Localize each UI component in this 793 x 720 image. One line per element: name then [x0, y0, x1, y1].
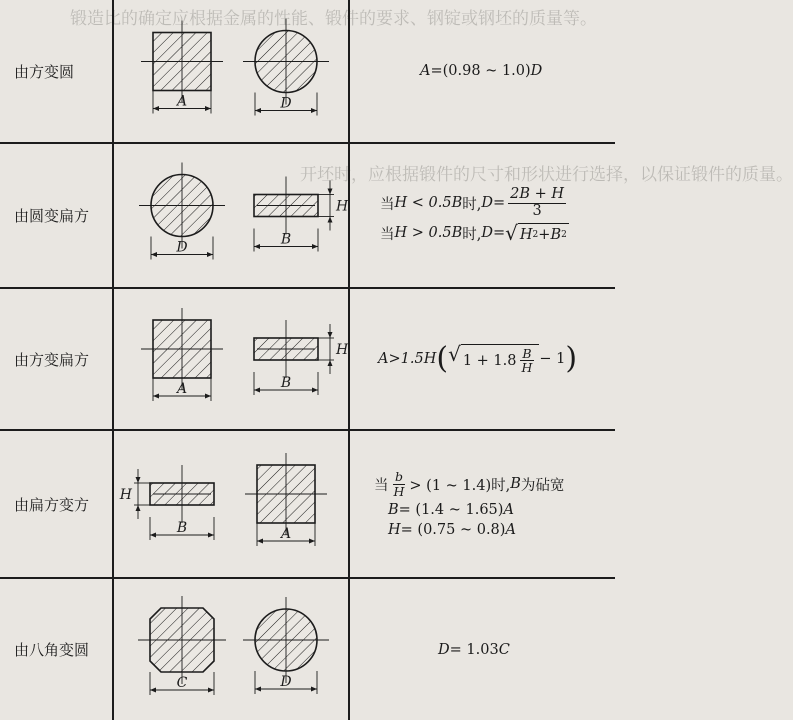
- formula-when: 当: [374, 477, 389, 494]
- radicand: [518, 223, 569, 243]
- arrow-head: [311, 686, 317, 691]
- formula-cell: [349, 143, 615, 288]
- dimension-label: A: [176, 93, 188, 109]
- dimension-label: H: [336, 198, 349, 215]
- formula-var: C: [498, 641, 510, 658]
- fraction: [519, 347, 534, 374]
- formula-cell: [349, 0, 615, 143]
- formula-cond: H < 0.5B: [394, 195, 463, 211]
- formula-eq: =: [492, 195, 506, 211]
- radical-sign: √: [505, 221, 518, 246]
- formula-var: B: [550, 226, 562, 243]
- arrow-head: [328, 217, 333, 223]
- arrow-head: [257, 539, 263, 544]
- fraction: [392, 470, 407, 497]
- row-name: 由方变扁方: [0, 288, 113, 430]
- arrow-head: [150, 533, 156, 538]
- formula-line: [350, 341, 615, 376]
- dimension-label: A: [280, 526, 292, 542]
- fraction-numerator: 2B + H: [510, 186, 565, 203]
- formula-gt: >: [388, 351, 401, 367]
- formula-when: 当: [380, 226, 395, 243]
- dimension-label: D: [176, 239, 188, 256]
- formula-var: B: [388, 501, 399, 518]
- dimension-label: A: [176, 381, 188, 397]
- formula-line: [350, 63, 615, 79]
- formula-eq: =: [430, 63, 443, 79]
- cross-section-figure: [114, 144, 348, 287]
- fraction-numerator: b: [394, 469, 403, 485]
- row-name: 由方变圆: [0, 0, 113, 143]
- formula-minus: − 1: [539, 351, 566, 367]
- cross-section-figure: [114, 289, 348, 429]
- figure-cell: [113, 288, 349, 430]
- formula-value: = (1.4 ~ 1.65): [398, 501, 504, 518]
- fraction-denominator: H: [393, 483, 405, 499]
- arrow-head: [205, 106, 211, 111]
- formula-line: [350, 223, 615, 244]
- arrow-head: [136, 477, 141, 483]
- arrow-head: [151, 252, 157, 257]
- dimension-label: H: [119, 487, 132, 503]
- arrow-head: [255, 686, 261, 691]
- arrow-head: [328, 189, 333, 195]
- paren-open: (: [436, 341, 449, 376]
- arrow-head: [153, 394, 159, 399]
- formula-coef: 1.5H: [400, 351, 437, 367]
- arrow-head: [153, 106, 159, 111]
- formula-cond: H > 0.5B: [394, 225, 463, 242]
- arrow-head: [328, 332, 333, 338]
- arrow-head: [328, 360, 333, 366]
- fraction-denominator: H: [521, 360, 533, 375]
- table-row: [0, 0, 615, 143]
- arrow-head: [254, 388, 260, 393]
- formula-var: A: [503, 501, 514, 518]
- formula-eq: =: [492, 225, 506, 242]
- arrow-head: [312, 244, 318, 249]
- formula-var: H: [388, 521, 401, 538]
- background-text-1: 锻造比的确定应根据金属的性能、锻件的要求、钢锭或钢坯的质量等。: [70, 9, 597, 29]
- formula-var: D: [481, 225, 493, 242]
- dimension-label: B: [280, 375, 292, 391]
- formula-line: [350, 502, 615, 518]
- formula-when: 当: [380, 196, 395, 213]
- arrow-head: [254, 244, 260, 249]
- arrow-head: [136, 505, 141, 511]
- row-name: 由八角变圆: [0, 578, 113, 720]
- formula-cell: [349, 430, 615, 578]
- formula-value: (0.98 ~ 1.0): [442, 63, 531, 79]
- formula-cell: [349, 288, 615, 430]
- cross-section-figure: [114, 580, 348, 720]
- arrow-head: [207, 252, 213, 257]
- figure-cell: [113, 143, 349, 288]
- arrow-head: [150, 687, 156, 692]
- square-root: [505, 221, 569, 246]
- cross-section-figure: [114, 1, 348, 142]
- formula-line: [350, 642, 615, 658]
- radicand-text: 1 + 1.8: [462, 352, 517, 369]
- exponent: 2: [532, 229, 539, 240]
- radical-sign: √: [448, 341, 461, 366]
- arrow-head: [205, 394, 211, 399]
- figure-cell: [113, 0, 349, 143]
- table-row: [0, 430, 615, 578]
- formula-line: [350, 470, 615, 497]
- arrow-head: [311, 108, 317, 113]
- row-name: 由扁方变方: [0, 430, 113, 578]
- exponent: 2: [561, 229, 567, 240]
- formula-var: A: [378, 351, 389, 367]
- arrow-head: [255, 108, 261, 113]
- dimension-label: D: [280, 673, 292, 690]
- dimension-label: B: [176, 520, 188, 536]
- formula-note: 为砧宽: [520, 477, 565, 494]
- figure-cell: [113, 430, 349, 578]
- row-name: 由圆变扁方: [0, 143, 113, 288]
- fraction-numerator: B: [522, 345, 532, 361]
- radicand: [461, 344, 540, 374]
- formula-then: 时,: [462, 226, 482, 243]
- formula-cell: [349, 578, 615, 720]
- arrow-head: [309, 539, 315, 544]
- fraction-denominator: 3: [532, 202, 542, 219]
- formula-var: D: [438, 641, 450, 658]
- square-root: [448, 341, 539, 375]
- table-row: [0, 143, 615, 288]
- dimension-label: D: [280, 95, 292, 111]
- fraction: [508, 187, 566, 218]
- formula-line: [350, 187, 615, 218]
- formula-var: D: [530, 63, 543, 79]
- table-row: [0, 578, 615, 720]
- formula-cond: > (1 ~ 1.4)时,: [409, 477, 511, 494]
- formula-var: B: [510, 476, 521, 492]
- arrow-head: [208, 533, 214, 538]
- figure-cell: [113, 578, 349, 720]
- formula-var: H: [519, 226, 533, 243]
- formula-var: D: [481, 195, 493, 211]
- background-text-2: 开坯时，应根据锻件的尺寸和形状进行选择，以保证锻件的质量。: [300, 165, 793, 185]
- formula-value: = (0.75 ~ 0.8): [400, 521, 506, 538]
- formula-plus: +: [538, 226, 551, 243]
- formula-line: [350, 522, 615, 538]
- paren-close: ): [565, 341, 578, 376]
- formula-then: 时,: [462, 196, 482, 213]
- formula-var: A: [505, 521, 516, 538]
- dimension-label: B: [280, 231, 292, 248]
- dimension-label: H: [336, 342, 349, 358]
- formula-value: = 1.03: [449, 641, 499, 658]
- cross-section-figure: [114, 431, 348, 577]
- formula-var: A: [420, 63, 431, 79]
- arrow-head: [208, 687, 214, 692]
- dimension-label: C: [176, 674, 188, 691]
- arrow-head: [312, 388, 318, 393]
- table-row: [0, 288, 615, 430]
